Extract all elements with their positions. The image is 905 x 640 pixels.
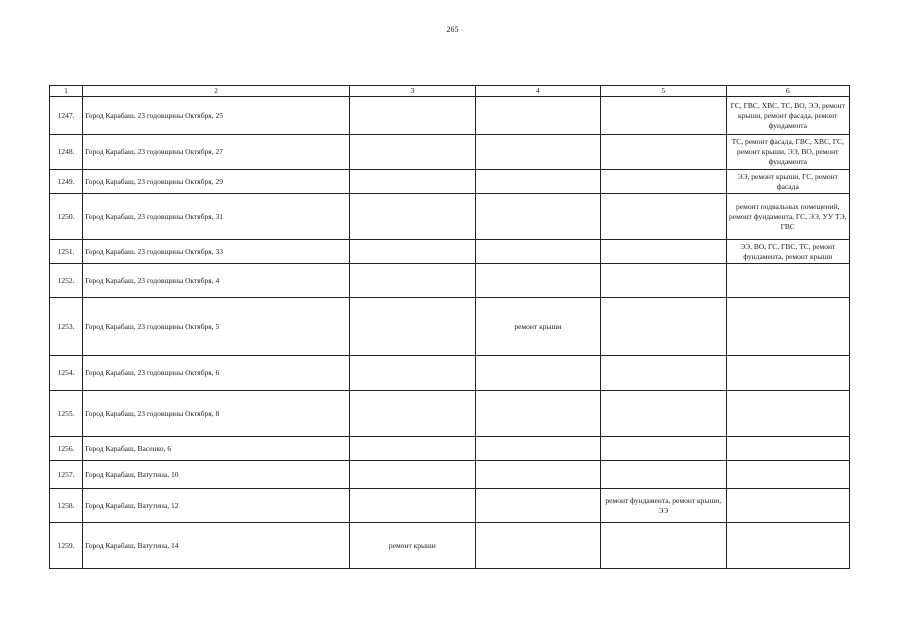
row-number: 1247. [50, 97, 83, 135]
row-col-5 [601, 437, 726, 461]
row-col-6 [726, 489, 849, 523]
row-address: Город Карабаш, Васенко, 6 [83, 437, 350, 461]
table-row [50, 264, 850, 298]
row-address: Город Карабаш, Ватутина, 14 [83, 523, 350, 569]
row-col-4 [475, 170, 600, 194]
row-col-3 [350, 489, 475, 523]
row-col-4 [475, 264, 600, 298]
row-number: 1252. [50, 264, 83, 298]
row-col-6 [726, 461, 849, 489]
row-col-6 [726, 391, 849, 437]
table-row [50, 523, 850, 569]
row-number: 1254. [50, 356, 83, 391]
column-header-3: 3 [350, 86, 475, 97]
row-number: 1258. [50, 489, 83, 523]
row-number: 1250. [50, 194, 83, 240]
page-number: 265 [446, 25, 459, 34]
row-col-6 [726, 437, 849, 461]
row-col-3 [350, 170, 475, 194]
column-header-6: 6 [726, 86, 849, 97]
row-number: 1248. [50, 135, 83, 170]
row-col-3 [350, 298, 475, 356]
column-header-5: 5 [601, 86, 726, 97]
row-col-6 [726, 298, 849, 356]
row-col-6 [726, 356, 849, 391]
table-row [50, 298, 850, 356]
row-col-4 [475, 135, 600, 170]
row-col-3 [350, 461, 475, 489]
row-col-5 [601, 135, 726, 170]
row-col-6: ГС, ГВС, ХВС, ТС, ВО, ЭЭ, ремонт крыши, ремонт фасада, ремонт фундамента [726, 97, 849, 135]
row-address: Город Карабаш, Ватутина, 12 [83, 489, 350, 523]
row-address: Город Карабаш, 23 годовщины Октября, 8 [83, 391, 350, 437]
row-col-5 [601, 240, 726, 264]
row-address: Город Карабаш, 23 годовщины Октября, 6 [83, 356, 350, 391]
row-col-4 [475, 97, 600, 135]
table-row [50, 391, 850, 437]
row-number: 1257. [50, 461, 83, 489]
row-address: Город Карабаш, 23 годовщины Октября, 27 [83, 135, 350, 170]
row-col-6 [726, 264, 849, 298]
row-col-6: ЭЭ, ВО, ГС, ГВС, ТС, ремонт фундамента, ремонт крыши [726, 240, 849, 264]
row-number: 1256. [50, 437, 83, 461]
row-col-6: ремонт подвальных помещений, ремонт фундамента, ГС, ЭЭ, УУ ТЭ, ГВС [726, 194, 849, 240]
row-col-6: ТС, ремонт фасада, ГВС, ХВС, ГС, ремонт крыши, ЭЭ, ВО, ремонт фундамента [726, 135, 849, 170]
row-col-6: ЭЭ, ремонт крыши, ГС, ремонт фасада [726, 170, 849, 194]
row-col-3 [350, 240, 475, 264]
row-col-4 [475, 194, 600, 240]
row-address: Город Карабаш, 23 годовщины Октября, 29 [83, 170, 350, 194]
row-col-3 [350, 264, 475, 298]
row-col-5 [601, 461, 726, 489]
column-header-4: 4 [475, 86, 600, 97]
row-number: 1255. [50, 391, 83, 437]
row-col-3 [350, 97, 475, 135]
row-col-6 [726, 523, 849, 569]
row-col-5 [601, 298, 726, 356]
table-row [50, 461, 850, 489]
row-col-5 [601, 264, 726, 298]
row-col-4 [475, 240, 600, 264]
row-col-3 [350, 135, 475, 170]
row-col-4 [475, 356, 600, 391]
row-col-5 [601, 391, 726, 437]
table-row [50, 489, 850, 523]
row-col-5 [601, 170, 726, 194]
row-col-5 [601, 97, 726, 135]
column-number-header-row [50, 86, 850, 97]
row-number: 1253. [50, 298, 83, 356]
row-col-5 [601, 356, 726, 391]
table-row [50, 97, 850, 135]
row-col-4: ремонт крыши [475, 298, 600, 356]
row-address: Город Карабаш, 23 годовщины Октября, 25 [83, 97, 350, 135]
row-col-3 [350, 391, 475, 437]
row-address: Город Карабаш, 23 годовщины Октября, 33 [83, 240, 350, 264]
row-number: 1251. [50, 240, 83, 264]
row-address: Город Карабаш, 23 годовщины Октября, 31 [83, 194, 350, 240]
column-header-1: 1 [50, 86, 83, 97]
table-row [50, 135, 850, 170]
table-row [50, 240, 850, 264]
repair-register-table [49, 85, 850, 569]
row-col-3 [350, 437, 475, 461]
row-col-4 [475, 437, 600, 461]
row-col-4 [475, 461, 600, 489]
row-col-4 [475, 523, 600, 569]
row-number: 1249. [50, 170, 83, 194]
row-col-4 [475, 489, 600, 523]
table-row [50, 170, 850, 194]
row-col-5 [601, 523, 726, 569]
row-col-3 [350, 356, 475, 391]
table-row [50, 356, 850, 391]
row-address: Город Карабаш, 23 годовщины Октября, 4 [83, 264, 350, 298]
row-col-5 [601, 194, 726, 240]
row-address: Город Карабаш, Ватутина, 10 [83, 461, 350, 489]
column-header-2: 2 [83, 86, 350, 97]
table-row [50, 194, 850, 240]
row-col-3 [350, 194, 475, 240]
row-col-4 [475, 391, 600, 437]
row-col-3: ремонт крыши [350, 523, 475, 569]
row-address: Город Карабаш, 23 годовщины Октября, 5 [83, 298, 350, 356]
row-number: 1259. [50, 523, 83, 569]
table-row [50, 437, 850, 461]
row-col-5: ремонт фундамента, ремонт крыши, ЭЭ [601, 489, 726, 523]
